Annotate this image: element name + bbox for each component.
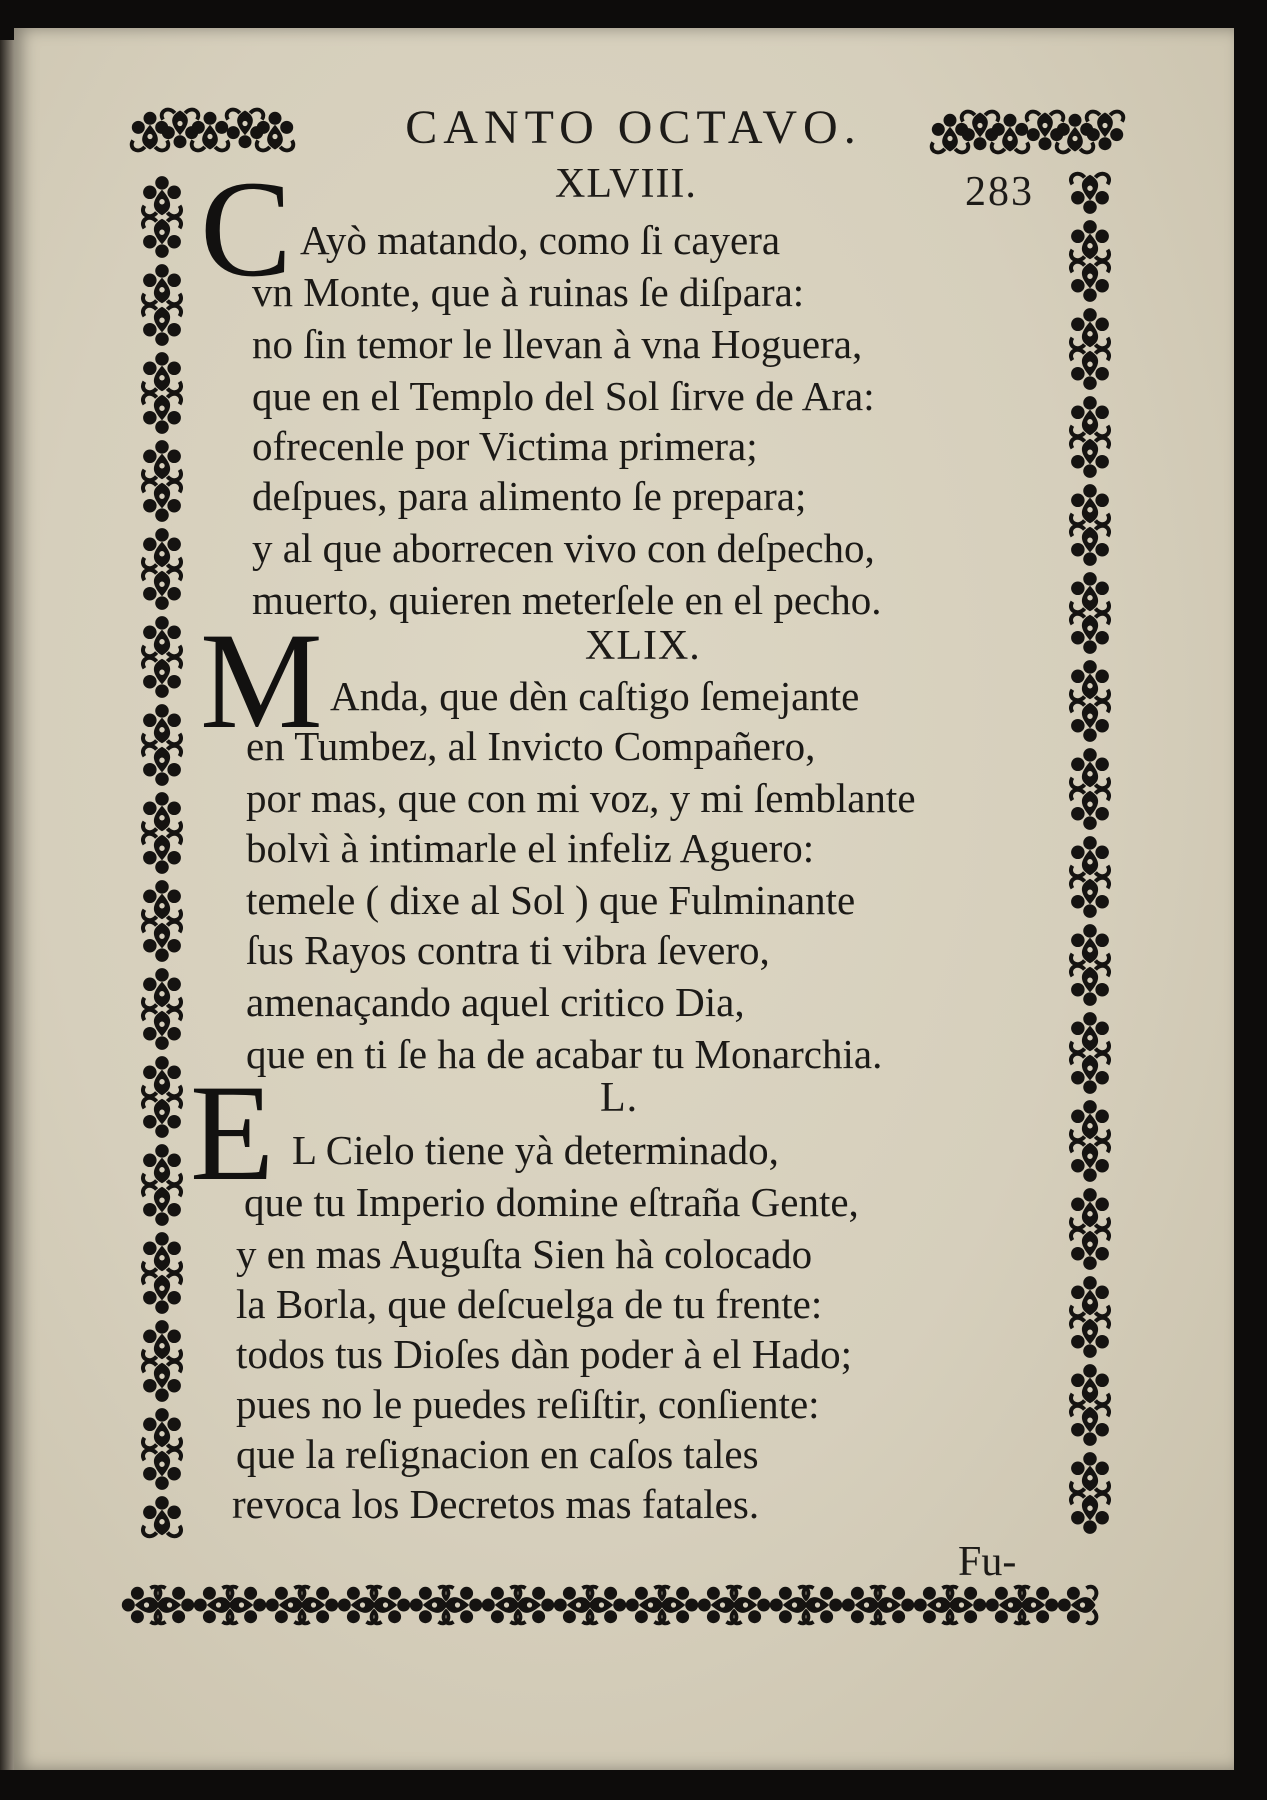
fleuron-icon [1071, 526, 1109, 566]
drop-capital: E [190, 1056, 275, 1209]
verse-line: Ayò matando, como ſi cayera [300, 217, 781, 263]
verse-line: y al que aborrecen vivo con deſpecho, [252, 525, 875, 571]
fleuron-icon [1071, 220, 1109, 260]
fleuron-icon [143, 440, 181, 480]
fleuron-icon [143, 792, 181, 832]
fleuron-icon [1071, 660, 1109, 700]
fleuron-icon [1058, 1587, 1097, 1624]
verse-line: la Borla, que deſcuelga de tu frente: [236, 1281, 823, 1327]
fleuron-icon [143, 1056, 181, 1096]
fleuron-icon [1071, 308, 1109, 348]
folio-number: 283 [965, 169, 1034, 215]
fleuron-icon [1071, 484, 1109, 524]
fleuron-icon [143, 922, 181, 962]
fleuron-icon [143, 1450, 181, 1490]
fleuron-icon [1071, 1406, 1109, 1446]
verse-line: que la reſignacion en caſos tales [236, 1431, 759, 1477]
fleuron-icon [1071, 790, 1109, 830]
fleuron-icon [143, 1010, 181, 1050]
fleuron-icon [143, 1496, 181, 1536]
fleuron-icon [1071, 924, 1109, 964]
verse-line: ſus Rayos contra ti vibra ſevero, [246, 927, 770, 973]
fleuron-icon [143, 264, 181, 304]
stanza-numeral: XLVIII. [555, 161, 697, 207]
fleuron-icon [1071, 174, 1109, 214]
fleuron-icon [1071, 1494, 1109, 1534]
fleuron-icon [1071, 572, 1109, 612]
fleuron-icon [143, 704, 181, 744]
fleuron-icon [143, 306, 181, 346]
fleuron-icon [1071, 1142, 1109, 1182]
fleuron-icon [143, 658, 181, 698]
verse-line: pues no le puedes reſiſtir, conſiente: [236, 1381, 820, 1427]
fleuron-icon [143, 1186, 181, 1226]
stanza-numeral: XLIX. [585, 623, 701, 669]
fleuron-icon [143, 616, 181, 656]
fleuron-icon [1071, 614, 1109, 654]
verse-line: que en el Templo del Sol ſirve de Ara: [252, 373, 875, 419]
fleuron-icon [1071, 1188, 1109, 1228]
running-head: CANTO OCTAVO. [405, 101, 862, 154]
verse-line: no ſin temor le llevan à vna Hoguera, [252, 321, 863, 367]
drop-capital: C [200, 152, 293, 305]
verse-line: deſpues, para alimento ſe prepara; [252, 473, 807, 519]
fleuron-icon [1071, 1012, 1109, 1052]
fleuron-icon [143, 1274, 181, 1314]
fleuron-icon [1071, 1054, 1109, 1094]
fleuron-icon [143, 482, 181, 522]
fleuron-icon [143, 218, 181, 258]
drop-capital: M [200, 604, 323, 757]
verse-line: vn Monte, que à ruinas ſe diſpara: [252, 269, 805, 315]
fleuron-icon [143, 570, 181, 610]
fleuron-icon [1071, 878, 1109, 918]
fleuron-icon [1071, 438, 1109, 478]
verse-line: por mas, que con mi voz, y mi ſemblante [246, 775, 916, 821]
fleuron-icon [1071, 350, 1109, 390]
verse-line: que tu Imperio domine eſtraña Gente, [244, 1179, 859, 1225]
fleuron-icon [1071, 262, 1109, 302]
fleuron-icon [143, 352, 181, 392]
fleuron-icon [143, 880, 181, 920]
fleuron-icon [1071, 1276, 1109, 1316]
fleuron-icon [1071, 702, 1109, 742]
fleuron-icon [1071, 1452, 1109, 1492]
verse-line: que en ti ſe ha de acabar tu Monarchia. [246, 1031, 883, 1077]
fleuron-icon [143, 834, 181, 874]
verse-line: revoca los Decretos mas fatales. [232, 1481, 760, 1527]
verse-line: amenaçando aquel critico Dia, [246, 979, 745, 1025]
verse-line: todos tus Dioſes dàn poder à el Hado; [236, 1331, 853, 1377]
verse-line: L Cielo tiene yà determinado, [292, 1127, 779, 1173]
stanza-numeral: L. [600, 1075, 639, 1121]
verse-line: temele ( dixe al Sol ) que Fulminante [246, 877, 856, 923]
fleuron-icon [1071, 966, 1109, 1006]
fleuron-icon [143, 1408, 181, 1448]
fleuron-icon [1071, 1364, 1109, 1404]
catchword: Fu- [958, 1539, 1017, 1585]
fleuron-icon [143, 1098, 181, 1138]
fleuron-icon [143, 176, 181, 216]
verse-line: ofrecenle por Victima primera; [252, 423, 758, 469]
fleuron-icon [143, 1144, 181, 1184]
verse-line: muerto, quieren meterſele en el pecho. [252, 577, 882, 623]
fleuron-icon [143, 528, 181, 568]
fleuron-icon [143, 1362, 181, 1402]
fleuron-icon [1071, 396, 1109, 436]
verse-line: y en mas Auguſta Sien hà colocado [236, 1231, 813, 1277]
fleuron-icon [143, 968, 181, 1008]
fleuron-icon [1071, 836, 1109, 876]
verse-line: Anda, que dèn caſtigo ſemejante [330, 673, 860, 719]
fleuron-icon [143, 1320, 181, 1360]
fleuron-icon [1071, 1100, 1109, 1140]
fleuron-icon [143, 394, 181, 434]
verse-line: en Tumbez, al Invicto Compañero, [246, 723, 816, 769]
fleuron-icon [1071, 1318, 1109, 1358]
verse-line: bolvì à intimarle el infeliz Aguero: [246, 825, 815, 871]
fleuron-icon [1071, 748, 1109, 788]
fleuron-icon [1071, 1230, 1109, 1270]
fleuron-icon [143, 746, 181, 786]
fleuron-icon [143, 1232, 181, 1272]
